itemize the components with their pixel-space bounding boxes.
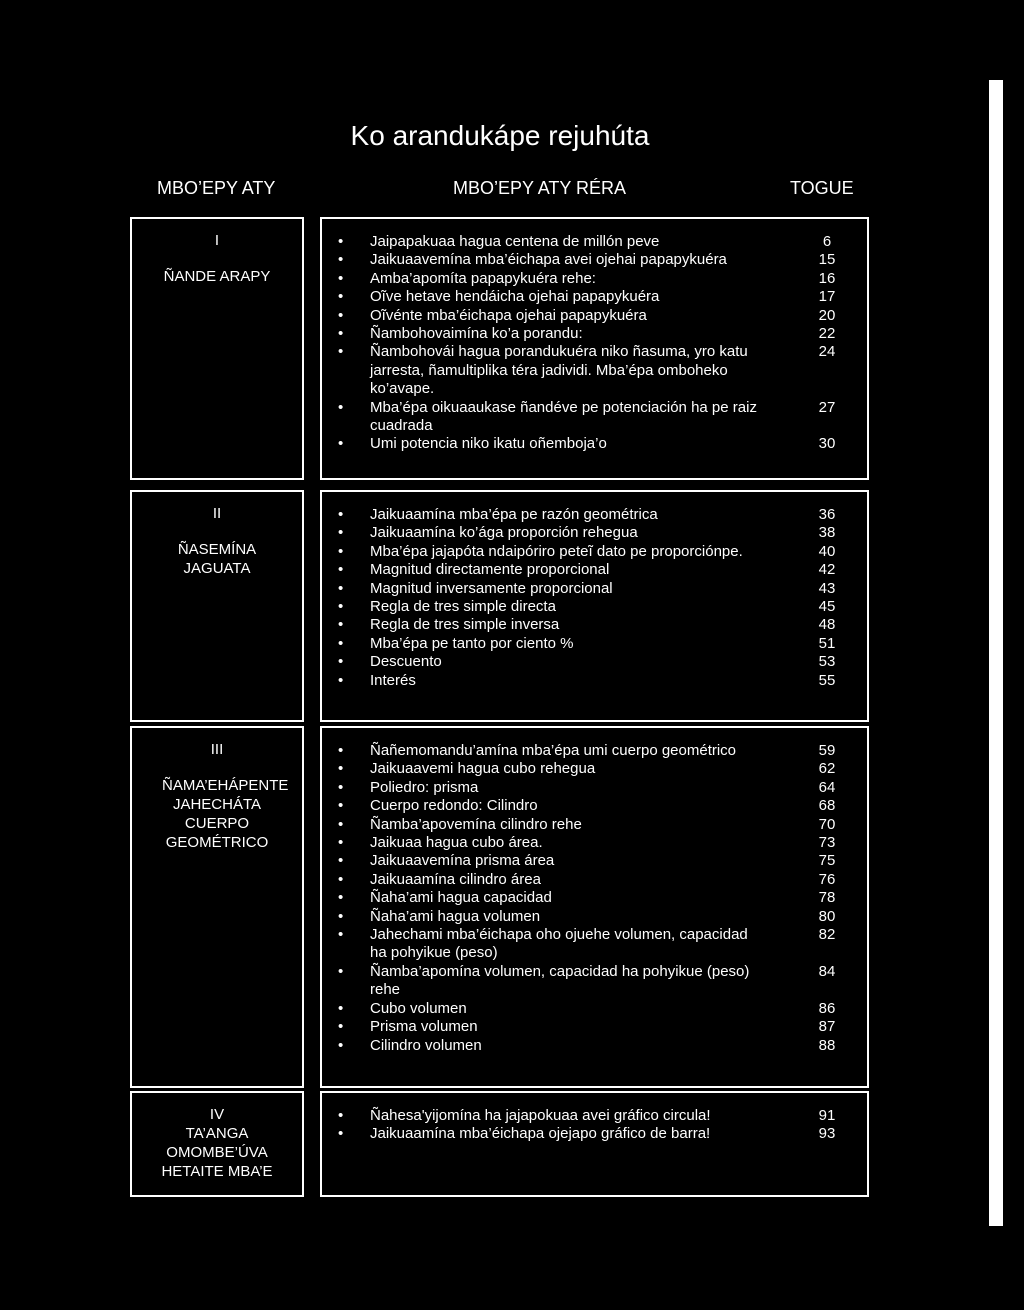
page-number: 93 <box>818 1125 836 1143</box>
topic-item <box>322 524 867 542</box>
bullet-icon: • <box>338 1125 344 1143</box>
page-number: 84 <box>818 962 836 980</box>
topic-item <box>322 251 867 269</box>
topic-text: Cilindro volumen <box>370 1036 482 1054</box>
topic-item <box>322 797 867 815</box>
unit-cell <box>130 726 304 1088</box>
topic-item <box>322 760 867 778</box>
topic-text: Ñambohovaimína ko’a porandu: <box>370 325 583 343</box>
bullet-icon: • <box>338 251 344 269</box>
topic-text: Umi potencia niko ikatu oñemboja’o <box>370 435 607 453</box>
bullet-icon: • <box>338 634 344 652</box>
bullet-icon: • <box>338 579 344 597</box>
unit-contents <box>320 726 869 1088</box>
topic-item <box>322 963 867 1000</box>
bullet-icon: • <box>338 907 344 925</box>
unit-number: II <box>212 505 222 522</box>
page-number: 86 <box>818 999 836 1017</box>
topic-text: Ñamba’apomína volumen, capacidad ha pohyikue (peso) rehe <box>370 962 750 999</box>
topic-item <box>322 435 867 453</box>
topic-text: Magnitud inversamente proporcional <box>370 579 613 597</box>
bullet-icon: • <box>338 671 344 689</box>
bullet-icon: • <box>338 524 344 542</box>
page-number: 68 <box>818 797 836 815</box>
column-header-unit: MBO’EPY ATY <box>157 178 276 198</box>
topic-item <box>322 672 867 690</box>
topic-item <box>322 1107 867 1125</box>
bullet-icon: • <box>338 1107 344 1124</box>
topic-text: Magnitud directamente proporcional <box>370 561 610 579</box>
page-number: 78 <box>818 889 836 907</box>
page-number: 91 <box>818 1107 836 1124</box>
topic-item <box>322 307 867 325</box>
bullet-icon: • <box>338 999 344 1017</box>
topic-list <box>322 728 867 1055</box>
topic-item <box>322 1037 867 1055</box>
topic-text: Jaikuaavemína prisma área <box>370 852 555 870</box>
bullet-icon: • <box>338 760 344 778</box>
topic-item <box>322 616 867 634</box>
topic-item <box>322 1000 867 1018</box>
topic-item <box>322 343 867 398</box>
topic-text: Jaikuaavemi hagua cubo rehegua <box>370 760 596 778</box>
topic-list <box>322 492 867 690</box>
bullet-icon: • <box>338 616 344 634</box>
page-number: 48 <box>818 616 836 634</box>
topic-text: Jaikuaa hagua cubo área. <box>370 834 543 852</box>
page-number: 70 <box>818 815 836 833</box>
page-number: 80 <box>818 907 836 925</box>
page-number: 88 <box>818 1036 836 1054</box>
unit-number: IV <box>209 1106 225 1123</box>
bullet-icon: • <box>338 870 344 888</box>
bullet-icon: • <box>338 435 344 453</box>
unit-name: ÑASEMÍNA JAGUATA <box>177 541 257 577</box>
unit-contents <box>320 217 869 480</box>
bullet-icon: • <box>338 598 344 616</box>
topic-item <box>322 580 867 598</box>
topic-item <box>322 561 867 579</box>
page-number: 75 <box>818 852 836 870</box>
topic-list <box>322 219 867 454</box>
topic-item <box>322 233 867 251</box>
topic-text: Mba’épa jajapóta ndaipóriro peteĩ dato pe proporciónpe. <box>370 542 743 560</box>
topic-item <box>322 288 867 306</box>
page-number: 45 <box>818 598 836 616</box>
page-number: 43 <box>818 579 836 597</box>
topic-text: Jahechami mba’éichapa oho ojuehe volumen, capacidad ha pohyikue (peso) <box>370 926 748 962</box>
page-number: 40 <box>818 542 836 560</box>
topic-item <box>322 1125 867 1143</box>
topic-item <box>322 635 867 653</box>
unit-name: ÑANDE ARAPY <box>163 268 271 285</box>
topic-text: Cubo volumen <box>370 999 467 1017</box>
topic-text: Oĩvénte mba’éichapa ojehai papapykuéra <box>370 306 647 324</box>
page-number: 38 <box>818 524 836 542</box>
unit-cell <box>130 1091 304 1197</box>
topic-text: Oĩve hetave hendáicha ojehai papapykuéra <box>370 288 660 306</box>
topic-item <box>322 506 867 524</box>
topic-item <box>322 871 867 889</box>
page-number: 20 <box>818 306 836 324</box>
unit-name: TA’ANGA OMOMBE’ÚVA HETAITE MBA’E <box>161 1125 273 1180</box>
bullet-icon: • <box>338 834 344 852</box>
unit-number: I <box>214 232 220 249</box>
topic-text: Mba’épa oikuaaukase ñandéve pe potenciación ha pe raiz cuadrada <box>370 398 757 435</box>
bullet-icon: • <box>338 542 344 560</box>
topic-text: Regla de tres simple directa <box>370 598 556 616</box>
bullet-icon: • <box>338 288 344 306</box>
topic-text: Descuento <box>370 653 442 671</box>
bullet-icon: • <box>338 852 344 870</box>
topic-text: Poliedro: prisma <box>370 778 479 796</box>
bullet-icon: • <box>338 325 344 343</box>
bullet-icon: • <box>338 1036 344 1054</box>
bullet-icon: • <box>338 233 344 250</box>
unit-contents <box>320 1091 869 1197</box>
topic-text: Jaipapakuaa hagua centena de millón peve <box>370 233 660 250</box>
topic-item <box>322 779 867 797</box>
page-number: 76 <box>818 870 836 888</box>
topic-text: Jaikuaavemína mba’éichapa avei ojehai papapykuéra <box>370 251 727 269</box>
bullet-icon: • <box>338 306 344 324</box>
topic-item <box>322 834 867 852</box>
topic-text: Ñahesa'yijomína ha jajapokuaa avei gráfico circula! <box>370 1107 711 1124</box>
page-number: 6 <box>822 233 832 250</box>
column-header-title: MBO’EPY ATY RÉRA <box>453 178 627 198</box>
bullet-icon: • <box>338 269 344 287</box>
topic-text: Jaikuaamína ko’ága proporción rehegua <box>370 524 638 542</box>
page-number: 53 <box>818 653 836 671</box>
page-number: 30 <box>818 435 836 453</box>
page-number: 16 <box>818 269 836 287</box>
topic-item <box>322 270 867 288</box>
bullet-icon: • <box>338 926 344 944</box>
page-number: 55 <box>818 671 836 689</box>
topic-item <box>322 543 867 561</box>
topic-text: Interés <box>370 671 416 689</box>
unit-name: ÑAMA’EHÁPENTE JAHECHÁTA CUERPO GEOMÉTRICO <box>162 777 289 851</box>
bullet-icon: • <box>338 653 344 671</box>
topic-text: Prisma volumen <box>370 1018 478 1036</box>
page-number: 73 <box>818 834 836 852</box>
page-title: Ko arandukápe rejuhúta <box>350 120 650 151</box>
bullet-icon: • <box>338 815 344 833</box>
bullet-icon: • <box>338 797 344 815</box>
topic-text: Ñaha’ami hagua volumen <box>370 907 541 925</box>
bullet-icon: • <box>338 506 344 523</box>
bullet-icon: • <box>338 962 344 980</box>
topic-item <box>322 1018 867 1036</box>
unit-number: III <box>210 741 224 758</box>
topic-text: Regla de tres simple inversa <box>370 616 560 634</box>
page-number: 36 <box>818 506 836 523</box>
topic-item <box>322 653 867 671</box>
bullet-icon: • <box>338 778 344 796</box>
topic-item <box>322 926 867 963</box>
page-number: 27 <box>818 398 836 416</box>
bullet-icon: • <box>338 889 344 907</box>
topic-item <box>322 325 867 343</box>
topic-item <box>322 399 867 436</box>
topic-item <box>322 889 867 907</box>
topic-text: Mba’épa pe tanto por ciento % <box>370 634 574 652</box>
unit-cell <box>130 490 304 722</box>
topic-item <box>322 742 867 760</box>
unit-cell <box>130 217 304 480</box>
page-number: 64 <box>818 778 836 796</box>
page-number: 24 <box>818 343 836 361</box>
page-number: 82 <box>818 926 836 944</box>
page-number: 42 <box>818 561 836 579</box>
unit-contents <box>320 490 869 722</box>
page-number: 15 <box>818 251 836 269</box>
vertical-scrollbar[interactable] <box>989 80 1003 1226</box>
page-number: 51 <box>818 634 836 652</box>
bullet-icon: • <box>338 742 344 759</box>
topic-list <box>322 1093 867 1144</box>
topic-item <box>322 908 867 926</box>
topic-text: Jaikuaamína cilindro área <box>370 870 541 888</box>
page-number: 59 <box>818 742 836 759</box>
topic-text: Jaikuaamína mba’éichapa ojejapo gráfico de barra! <box>370 1125 711 1143</box>
page-number: 22 <box>818 325 836 343</box>
page-number: 87 <box>818 1018 836 1036</box>
topic-text: Ñaha’ami hagua capacidad <box>370 889 552 907</box>
page-number: 62 <box>818 760 836 778</box>
topic-item <box>322 598 867 616</box>
topic-text: Amba’apomíta papapykuéra rehe: <box>370 269 596 287</box>
bullet-icon: • <box>338 343 344 361</box>
topic-item <box>322 852 867 870</box>
page-number: 17 <box>818 288 836 306</box>
topic-text: Ñambohovái hagua porandukuéra niko ñasuma, yro katu jarresta, ñamultiplika téra jadividi. Mba’épa omboheko ko’avape. <box>370 343 748 398</box>
bullet-icon: • <box>338 561 344 579</box>
topic-item <box>322 816 867 834</box>
bullet-icon: • <box>338 398 344 416</box>
topic-text: Ñamba’apovemína cilindro rehe <box>370 815 582 833</box>
bullet-icon: • <box>338 1018 344 1036</box>
column-header-page: TOGUE <box>790 178 854 198</box>
topic-text: Jaikuaamína mba’épa pe razón geométrica <box>370 506 658 523</box>
topic-text: Ñañemomandu’amína mba’épa umi cuerpo geométrico <box>370 742 737 759</box>
topic-text: Cuerpo redondo: Cilindro <box>370 797 538 815</box>
